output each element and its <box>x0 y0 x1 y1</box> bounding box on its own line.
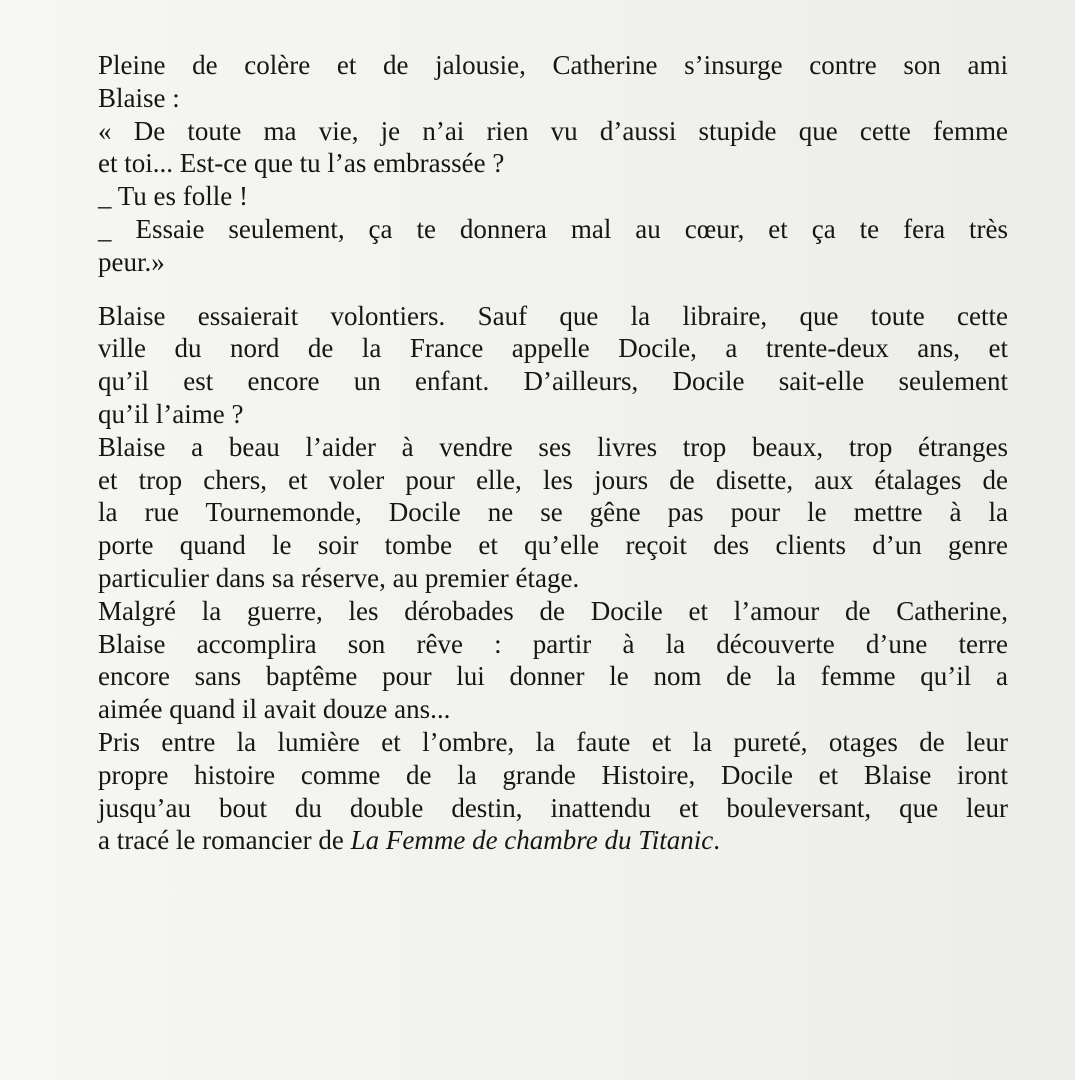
text-line: encore sans baptême pour lui donner le nom de la femme qu’il a <box>98 661 1008 692</box>
final-line-suffix: . <box>713 825 721 856</box>
text-line: ville du nord de la France appelle Docile, a trente-deux ans, et <box>98 333 1008 364</box>
text-line: Malgré la guerre, les dérobades de Docile et l’amour de Catherine, <box>98 595 1008 626</box>
text-line: Pleine de colère et de jalousie, Catherine s’insurge contre son ami <box>98 50 1008 80</box>
text-line: peur.» <box>98 246 165 277</box>
paragraph-destiny <box>98 726 1008 857</box>
text-line: Blaise accomplira son rêve : partir à la découverte d’une terre <box>98 628 1008 659</box>
text-line: Blaise a beau l’aider à vendre ses livres trop beaux, trop étranges <box>98 431 1008 462</box>
text-line: porte quand le soir tombe et qu’elle reçoit des clients d’un genre <box>98 530 1008 561</box>
text-line: et toi... Est-ce que tu l’as embrassée ? <box>98 148 505 179</box>
paragraph-gap <box>98 279 1008 300</box>
text-line: qu’il est encore un enfant. D’ailleurs, Docile sait-elle seulement <box>98 366 1008 397</box>
text-line: _ Tu es folle ! <box>98 181 249 212</box>
text-line: Blaise : <box>98 82 180 113</box>
text-line: aimée quand il avait douze ans... <box>98 694 451 725</box>
text-line: la rue Tournemonde, Docile ne se gêne pas pour le mettre à la <box>98 497 1008 528</box>
text-line-final <box>98 824 1008 857</box>
paragraph-bookshop <box>98 431 1008 595</box>
text-line: Pris entre la lumière et l’ombre, la faute et la pureté, otages de leur <box>98 726 1008 757</box>
book-title-reference: La Femme de chambre du Titanic <box>350 825 714 856</box>
text-line: propre histoire comme de la grande Histoire, Docile et Blaise iront <box>98 759 1008 790</box>
text-line: Blaise essaierait volontiers. Sauf que la libraire, que toute cette <box>98 300 1008 331</box>
text-line: qu’il l’aime ? <box>98 398 244 429</box>
text-line: et trop chers, et voler pour elle, les jours de disette, aux étalages de <box>98 464 1008 495</box>
paragraph-dream <box>98 595 1008 726</box>
paragraph-dialogue <box>98 49 1008 279</box>
paragraph-blaise-docile <box>98 300 1008 431</box>
text-line: « De toute ma vie, je n’ai rien vu d’aussi stupide que cette femme <box>98 115 1008 146</box>
synopsis-text <box>98 49 1008 857</box>
text-line: jusqu’au bout du double destin, inattendu et bouleversant, que leur <box>98 792 1008 823</box>
text-line: _ Essaie seulement, ça te donnera mal au cœur, et ça te fera très <box>98 213 1008 244</box>
final-line-prefix: a tracé le romancier de <box>98 825 351 856</box>
text-line: particulier dans sa réserve, au premier étage. <box>98 562 580 593</box>
